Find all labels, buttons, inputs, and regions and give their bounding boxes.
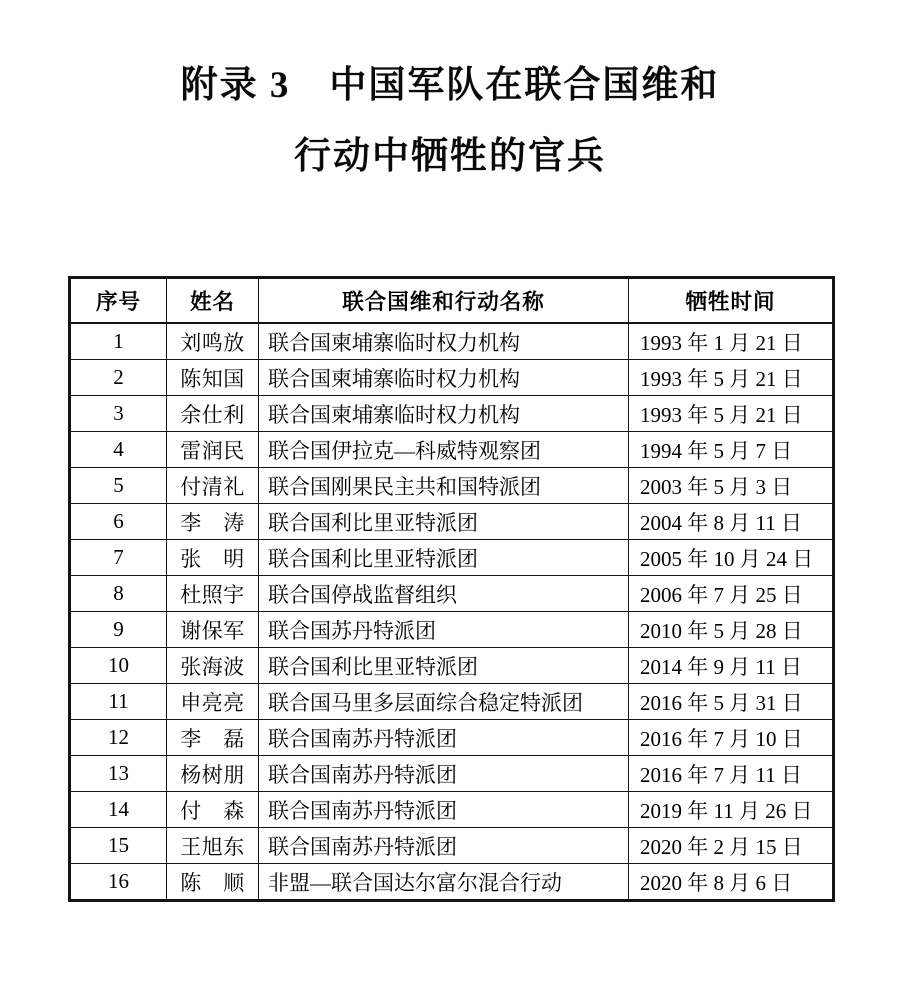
cell-index: 2 <box>70 360 167 396</box>
cell-index: 9 <box>70 612 167 648</box>
cell-mission: 联合国柬埔寨临时权力机构 <box>259 323 629 360</box>
cell-index: 13 <box>70 756 167 792</box>
table-row <box>70 720 834 756</box>
cell-name: 陈知国 <box>167 360 259 396</box>
casualty-table <box>68 276 835 902</box>
cell-name: 余仕利 <box>167 396 259 432</box>
cell-name: 陈 顺 <box>167 864 259 901</box>
cell-mission: 联合国苏丹特派团 <box>259 612 629 648</box>
cell-date: 2006 年 7 月 25 日 <box>629 576 834 612</box>
table-row <box>70 756 834 792</box>
header-name: 姓名 <box>167 278 259 324</box>
cell-index: 10 <box>70 648 167 684</box>
cell-name: 张海波 <box>167 648 259 684</box>
cell-mission: 联合国南苏丹特派团 <box>259 792 629 828</box>
cell-date: 1994 年 5 月 7 日 <box>629 432 834 468</box>
table-row <box>70 684 834 720</box>
cell-name: 张 明 <box>167 540 259 576</box>
cell-index: 5 <box>70 468 167 504</box>
cell-mission: 非盟—联合国达尔富尔混合行动 <box>259 864 629 901</box>
table-row <box>70 468 834 504</box>
cell-index: 6 <box>70 504 167 540</box>
cell-mission: 联合国刚果民主共和国特派团 <box>259 468 629 504</box>
table-row <box>70 396 834 432</box>
cell-mission: 联合国利比里亚特派团 <box>259 648 629 684</box>
table-row <box>70 792 834 828</box>
cell-date: 2005 年 10 月 24 日 <box>629 540 834 576</box>
cell-index: 8 <box>70 576 167 612</box>
cell-mission: 联合国南苏丹特派团 <box>259 828 629 864</box>
cell-name: 付清礼 <box>167 468 259 504</box>
table-row <box>70 540 834 576</box>
header-mission: 联合国维和行动名称 <box>259 278 629 324</box>
table-header-row <box>70 278 834 324</box>
table-row <box>70 360 834 396</box>
cell-mission: 联合国马里多层面综合稳定特派团 <box>259 684 629 720</box>
cell-name: 杨树朋 <box>167 756 259 792</box>
table-row <box>70 864 834 901</box>
cell-name: 李 磊 <box>167 720 259 756</box>
cell-date: 2019 年 11 月 26 日 <box>629 792 834 828</box>
cell-date: 2010 年 5 月 28 日 <box>629 612 834 648</box>
table-row <box>70 648 834 684</box>
cell-date: 2003 年 5 月 3 日 <box>629 468 834 504</box>
cell-mission: 联合国南苏丹特派团 <box>259 756 629 792</box>
cell-date: 2004 年 8 月 11 日 <box>629 504 834 540</box>
cell-date: 1993 年 5 月 21 日 <box>629 396 834 432</box>
cell-name: 杜照宇 <box>167 576 259 612</box>
cell-mission: 联合国柬埔寨临时权力机构 <box>259 396 629 432</box>
page-title-line1: 附录 3 中国军队在联合国维和 <box>180 65 720 106</box>
cell-index: 11 <box>70 684 167 720</box>
cell-mission: 联合国伊拉克—科威特观察团 <box>259 432 629 468</box>
cell-date: 2020 年 2 月 15 日 <box>629 828 834 864</box>
page-title <box>0 60 900 183</box>
page-title-line2: 行动中牺牲的官兵 <box>294 136 606 177</box>
cell-date: 2016 年 5 月 31 日 <box>629 684 834 720</box>
cell-mission: 联合国南苏丹特派团 <box>259 720 629 756</box>
cell-index: 14 <box>70 792 167 828</box>
table-row <box>70 323 834 360</box>
cell-mission: 联合国利比里亚特派团 <box>259 540 629 576</box>
cell-index: 1 <box>70 323 167 360</box>
table-body <box>70 323 834 901</box>
cell-date: 2016 年 7 月 10 日 <box>629 720 834 756</box>
table-row <box>70 612 834 648</box>
cell-index: 7 <box>70 540 167 576</box>
cell-date: 2016 年 7 月 11 日 <box>629 756 834 792</box>
table-row <box>70 432 834 468</box>
cell-index: 16 <box>70 864 167 901</box>
cell-date: 1993 年 5 月 21 日 <box>629 360 834 396</box>
table-row <box>70 576 834 612</box>
cell-name: 申亮亮 <box>167 684 259 720</box>
header-date: 牺牲时间 <box>629 278 834 324</box>
cell-date: 2014 年 9 月 11 日 <box>629 648 834 684</box>
cell-name: 王旭东 <box>167 828 259 864</box>
cell-date: 1993 年 1 月 21 日 <box>629 323 834 360</box>
cell-index: 4 <box>70 432 167 468</box>
cell-mission: 联合国利比里亚特派团 <box>259 504 629 540</box>
cell-mission: 联合国停战监督组织 <box>259 576 629 612</box>
cell-index: 15 <box>70 828 167 864</box>
header-index: 序号 <box>70 278 167 324</box>
cell-date: 2020 年 8 月 6 日 <box>629 864 834 901</box>
table-row <box>70 828 834 864</box>
cell-mission: 联合国柬埔寨临时权力机构 <box>259 360 629 396</box>
cell-name: 刘鸣放 <box>167 323 259 360</box>
cell-name: 付 森 <box>167 792 259 828</box>
cell-index: 3 <box>70 396 167 432</box>
cell-name: 李 涛 <box>167 504 259 540</box>
cell-name: 谢保军 <box>167 612 259 648</box>
table-row <box>70 504 834 540</box>
cell-name: 雷润民 <box>167 432 259 468</box>
cell-index: 12 <box>70 720 167 756</box>
